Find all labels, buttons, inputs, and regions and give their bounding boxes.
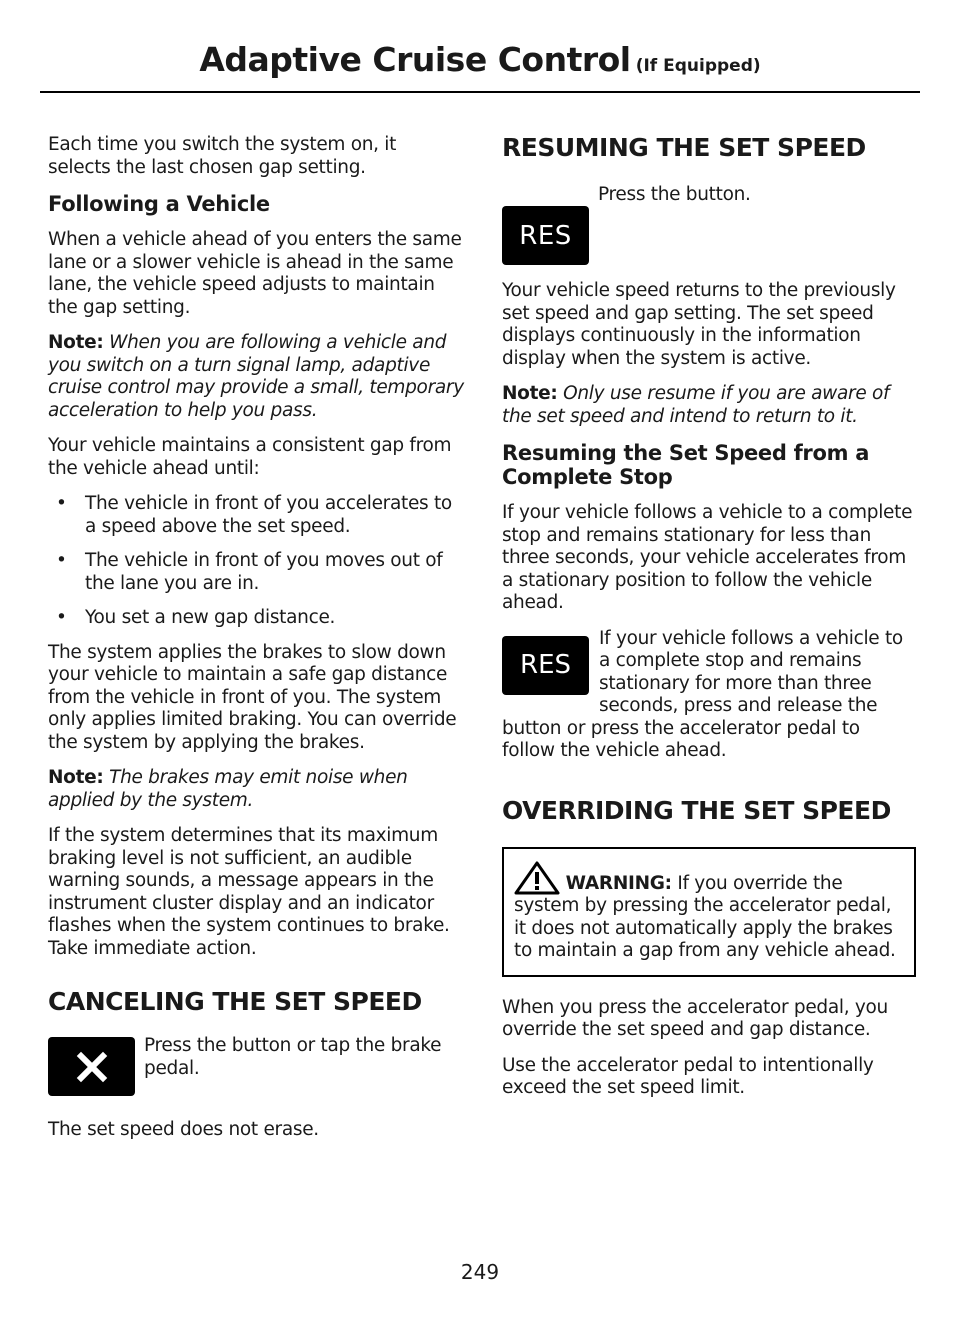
warning-text: If you override the system by pressing the accelerator pedal, it does not automatically apply the brakes to maintain a gap from any vehicle ahead. bbox=[514, 872, 896, 961]
note-label: Note: bbox=[502, 383, 558, 404]
resume-instruction bbox=[502, 184, 916, 268]
note-text: The brakes may emit noise when applied by the system. bbox=[48, 767, 408, 811]
following-heading: Following a Vehicle bbox=[48, 192, 270, 216]
press-button-text: Press the button. bbox=[598, 184, 751, 205]
max-braking-paragraph: If the system determines that its maximum braking level is not sufficient, an audible warning sounds, a message appears in the instrument cluster display and an indicator flashes when the system continues to brake. Take immediate action. bbox=[48, 825, 450, 959]
stop-paragraph-2: If your vehicle follows a vehicle to a complete stop and remains stationary for more than three seconds, press and release the button or press the accelerator pedal to follow the vehicle ahead. bbox=[502, 627, 903, 761]
stop-heading: Resuming the Set Speed from a Complete Stop bbox=[502, 441, 870, 489]
warning-paragraph bbox=[514, 861, 904, 963]
override-heading: OVERRIDING THE SET SPEED bbox=[502, 795, 891, 825]
resume-paragraph: Your vehicle speed returns to the previously set speed and gap setting. The set speed displays continuously in the information display when the system is active. bbox=[502, 280, 896, 369]
cancel-instruction bbox=[48, 1035, 464, 1107]
left-column bbox=[48, 134, 464, 1155]
res-button-icon bbox=[502, 206, 589, 265]
resume-heading: RESUMING THE SET SPEED bbox=[502, 133, 866, 162]
override-paragraph-2: Use the accelerator pedal to intentionally exceed the set speed limit. bbox=[502, 1054, 874, 1098]
brakes-paragraph: The system applies the brakes to slow down your vehicle to maintain a safe gap distance from the vehicle in front of you. The system only applies limited braking. You can override the system by applying the brakes. bbox=[48, 641, 457, 753]
res-button-icon bbox=[502, 636, 589, 695]
note-text: Only use resume if you are aware of the set speed and intend to return to it. bbox=[502, 383, 890, 427]
list-item: • The vehicle in front of you moves out of the lane you are in. bbox=[48, 550, 464, 595]
note-text: When you are following a vehicle and you switch on a turn signal lamp, adaptive cruise control may provide a small, temporary acceleration to help you pass. bbox=[48, 332, 464, 421]
stop-instruction bbox=[502, 628, 916, 797]
note-label: Note: bbox=[48, 332, 104, 353]
page-header bbox=[40, 40, 920, 79]
res-label: RES bbox=[520, 650, 571, 680]
page-number: 249 bbox=[460, 1260, 500, 1284]
note-brake-noise bbox=[48, 767, 464, 812]
note-turn-signal bbox=[48, 332, 464, 422]
following-paragraph: When a vehicle ahead of you enters the same lane or a slower vehicle is ahead in the same lane, the vehicle speed adjusts to maintain the gap setting. bbox=[48, 229, 462, 318]
page-subtitle: (If Equipped) bbox=[635, 56, 761, 76]
cancel-text: Press the button or tap the brake pedal. bbox=[144, 1035, 442, 1079]
header-divider bbox=[40, 91, 920, 93]
maintains-paragraph: Your vehicle maintains a consistent gap from the vehicle ahead until: bbox=[48, 435, 452, 479]
stop-paragraph-1: If your vehicle follows a vehicle to a complete stop and remains stationary for less than three seconds, your vehicle accelerates from a stationary position to follow the vehicle ahead. bbox=[502, 502, 913, 613]
cancel-heading: CANCELING THE SET SPEED bbox=[48, 987, 422, 1016]
gap-conditions-list bbox=[48, 493, 464, 630]
list-item: • You set a new gap distance. bbox=[48, 607, 464, 630]
warning-label: WARNING: bbox=[565, 872, 672, 894]
intro-paragraph: Each time you switch the system on, it selects the last chosen gap setting. bbox=[48, 134, 397, 178]
warning-triangle-icon bbox=[514, 861, 560, 895]
note-resume bbox=[502, 383, 916, 428]
res-label: RES bbox=[519, 220, 572, 251]
override-paragraph-1: When you press the accelerator pedal, you override the set speed and gap distance. bbox=[502, 996, 888, 1040]
cancel-button-icon bbox=[48, 1037, 135, 1096]
cancel-after-paragraph: The set speed does not erase. bbox=[48, 1119, 319, 1140]
list-item: • The vehicle in front of you accelerates to a speed above the set speed. bbox=[48, 493, 464, 538]
note-label: Note: bbox=[48, 767, 104, 788]
page-title: Adaptive Cruise Control bbox=[199, 40, 631, 79]
warning-box bbox=[502, 847, 916, 977]
right-column bbox=[502, 134, 916, 1113]
